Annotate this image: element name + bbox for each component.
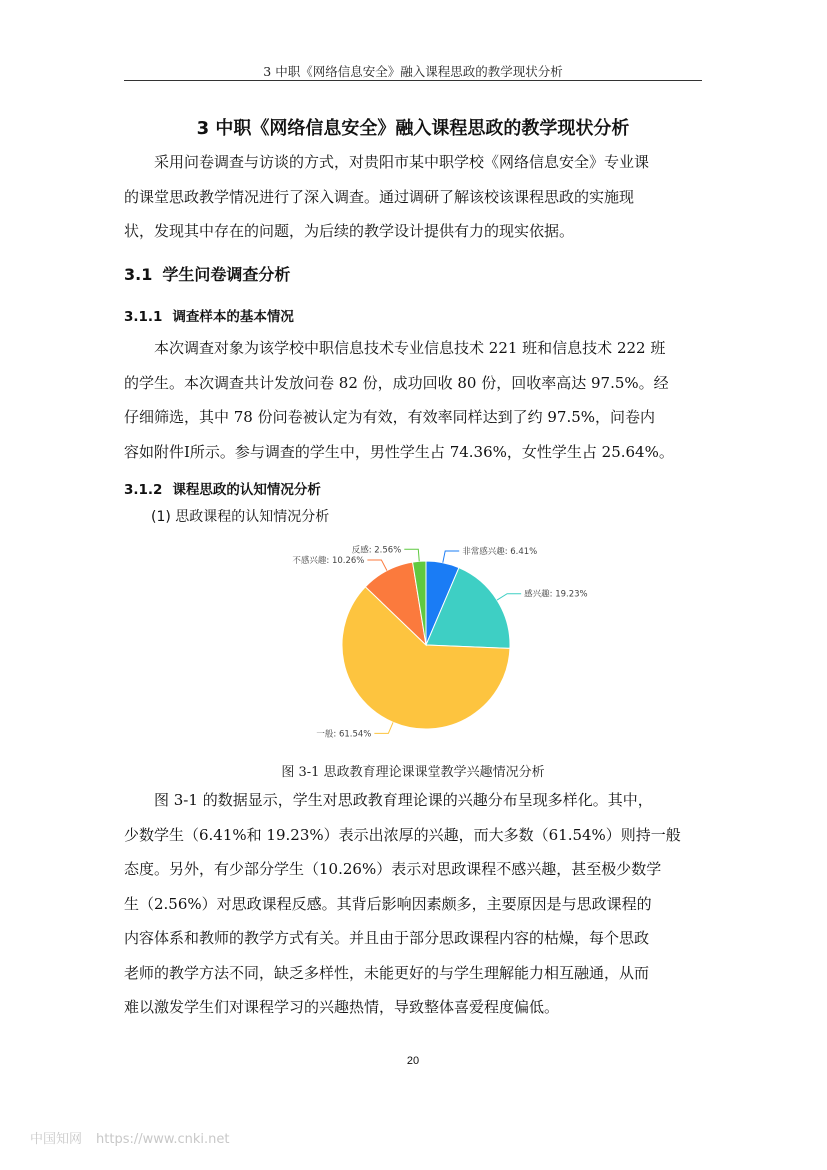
section-heading-3-1-1	[124, 305, 294, 325]
analysis-line: 生（2.56%）对思政课程反感。其背后影响因素颇多，主要原因是与思政课程的	[124, 894, 652, 913]
sample-line: 仔细筛选，其中 78 份问卷被认定为有效，有效率同样达到了约 97.5%，问卷内	[124, 408, 656, 426]
pie-leader-line-0	[443, 551, 459, 563]
section-heading-3-1-2	[124, 478, 321, 498]
cnki-watermark	[30, 1128, 243, 1147]
pie-leader-line-4	[404, 549, 419, 561]
analysis-line: 老师的教学方法不同，缺乏多样性，未能更好的与学生理解能力相互融通，从而	[124, 963, 650, 982]
watermark-url: https://www.cnki.net	[96, 1132, 230, 1147]
pie-data-label-3: 不感兴趣: 10.26%	[292, 555, 365, 566]
section-title: 课程思政的认知情况分析	[172, 482, 321, 498]
sample-paragraph	[124, 331, 702, 469]
intro-line: 状，发现其中存在的问题，为后续的教学设计提供有力的现实依据。	[124, 222, 575, 240]
pie-slices	[342, 561, 510, 729]
sample-line: 容如附件I所示。参与调查的学生中，男性学生占 74.36%，女性学生占 25.64%。	[124, 442, 674, 461]
analysis-line: 图 3-1 的数据显示，学生对思政教育理论课的兴趣分布呈现多样化。其中，	[154, 791, 653, 809]
pie-chart	[260, 530, 600, 760]
watermark-brand: 中国知网	[30, 1132, 83, 1147]
pie-data-label-4: 反感: 2.56%	[351, 545, 402, 556]
pie-leader-line-1	[497, 594, 521, 600]
section-heading-3-1	[124, 262, 290, 285]
pie-leader-line-2	[374, 722, 393, 733]
chapter-title: 3 中职《网络信息安全》融入课程思政的教学现状分析	[196, 118, 630, 139]
sample-line: 的学生。本次调查共计发放问卷 82 份，成功回收 80 份，回收率高达 97.5%。经	[124, 373, 669, 392]
intro-line: 的课堂思政教学情况进行了深入调查。通过调研了解该校该课程思政的实施现	[124, 187, 635, 206]
analysis-paragraph	[124, 783, 702, 1025]
header-rule	[124, 80, 702, 81]
analysis-line: 难以激发学生们对课程学习的兴趣热情，导致整体喜爱程度偏低。	[124, 998, 560, 1016]
section-number: 3.1.2	[124, 482, 163, 498]
subsection-heading: (1) 思政课程的认知情况分析	[151, 509, 330, 525]
pie-data-label-0: 非常感兴趣: 6.41%	[462, 546, 538, 557]
page-number: 20	[406, 1055, 420, 1067]
analysis-line: 少数学生（6.41%和 19.23%）表示出浓厚的兴趣，而大多数（61.54%）则持一般	[124, 825, 681, 844]
pie-data-label-1: 感兴趣: 19.23%	[524, 589, 588, 600]
section-number: 3.1.1	[124, 309, 163, 325]
running-header: 3 中职《网络信息安全》融入课程思政的教学现状分析	[263, 64, 563, 79]
section-title: 调查样本的基本情况	[172, 309, 294, 325]
intro-paragraph	[124, 145, 702, 249]
pie-leader-line-3	[367, 560, 387, 571]
intro-line: 采用问卷调查与访谈的方式，对贵阳市某中职学校《网络信息安全》专业课	[154, 153, 650, 171]
section-title: 学生问卷调查分析	[162, 265, 291, 284]
pie-data-label-2: 一般: 61.54%	[316, 729, 372, 740]
analysis-line: 内容体系和教师的教学方式有关。并且由于部分思政课程内容的枯燥，每个思政	[124, 929, 650, 947]
figure-caption: 图 3-1 思政教育理论课课堂教学兴趣情况分析	[281, 765, 545, 780]
section-number: 3.1	[124, 265, 153, 284]
sample-line: 本次调查对象为该学校中职信息技术专业信息技术 221 班和信息技术 222 班	[154, 339, 666, 357]
analysis-line: 态度。另外，有少部分学生（10.26%）表示对思政课程不感兴趣，甚至极少数学	[124, 860, 662, 878]
